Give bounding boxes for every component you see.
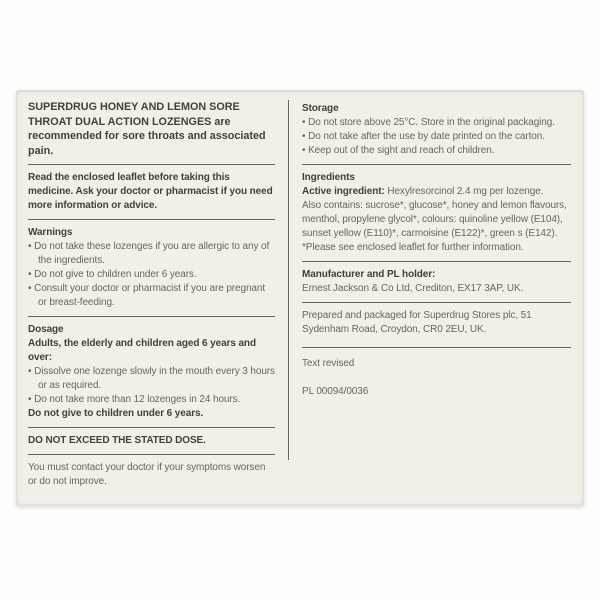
dosage-item: • Dissolve one lozenge slowly in the mouth every 3 hours or as required. [28,365,275,393]
warning-item: • Do not take these lozenges if you are allergic to any of the ingredients. [28,240,275,268]
section-divider [28,164,275,165]
dosage-emphasis: Do not give to children under 6 years. [28,408,204,419]
section-divider [302,164,571,165]
manufacturer-address: Ernest Jackson & Co Ltd, Crediton, EX17 3AP, UK. [302,283,524,294]
ingredients-heading: Ingredients [302,172,355,183]
warning-item: • Do not give to children under 6 years. [28,268,275,282]
storage-item: • Do not take after the use by date printed on the carton. [302,130,571,144]
section-divider [28,219,275,220]
pl-number: PL 00094/0036 [302,386,369,397]
section-divider [302,347,571,348]
prepared-for-text: Prepared and packaged for Superdrug Stores plc, 51 Sydenham Road, Croydon, CR0 2EU, UK. [302,310,532,335]
active-ingredient-line [302,185,571,199]
product-intro-text: SUPERDRUG HONEY AND LEMON SORE THROAT DUAL ACTION LOZENGES are recommended for sore throats and associated pain. [28,101,266,157]
warning-item: • Consult your doctor or pharmacist if you are pregnant or breast-feeding. [28,282,275,310]
also-contains-text: Also contains: sucrose*, glucose*, honey and lemon flavours, menthol, propylene glycol*, colours: quinoline yellow (E104), sunset yellow (E110)*, carmoisine (E122)*, green s (E142). [302,200,567,239]
right-column [302,100,571,496]
left-column [28,100,275,496]
dosage-heading: Dosage [28,324,64,335]
leaflet-notice: Read the enclosed leaflet before taking this medicine. Ask your doctor or pharmacist if you need more information or advice. [28,172,273,211]
section-divider [28,454,275,455]
stated-dose-warning: DO NOT EXCEED THE STATED DOSE. [28,435,206,446]
section-divider [302,302,571,303]
symptoms-notice: You must contact your doctor if your symptoms worsen or do not improve. [28,462,266,487]
text-revised-label: Text revised [302,358,355,369]
ingredients-footnote: *Please see enclosed leaflet for further information. [302,242,524,253]
panel-content [16,90,584,506]
active-ingredient-label: Active ingredient: [302,186,385,197]
manufacturer-heading: Manufacturer and PL holder: [302,269,436,280]
section-divider [302,261,571,262]
medicine-box-back-panel [16,90,584,506]
warnings-heading: Warnings [28,227,73,238]
storage-item: • Keep out of the sight and reach of children. [302,144,571,158]
column-divider [288,100,289,460]
active-ingredient-value: Hexylresorcinol 2.4 mg per lozenge. [384,186,544,197]
dosage-subheading: Adults, the elderly and children aged 6 years and over: [28,338,256,363]
storage-heading: Storage [302,103,339,114]
dosage-item: • Do not take more than 12 lozenges in 24 hours. [28,393,275,407]
storage-item: • Do not store above 25°C. Store in the original packaging. [302,116,571,130]
section-divider [28,316,275,317]
section-divider [28,427,275,428]
